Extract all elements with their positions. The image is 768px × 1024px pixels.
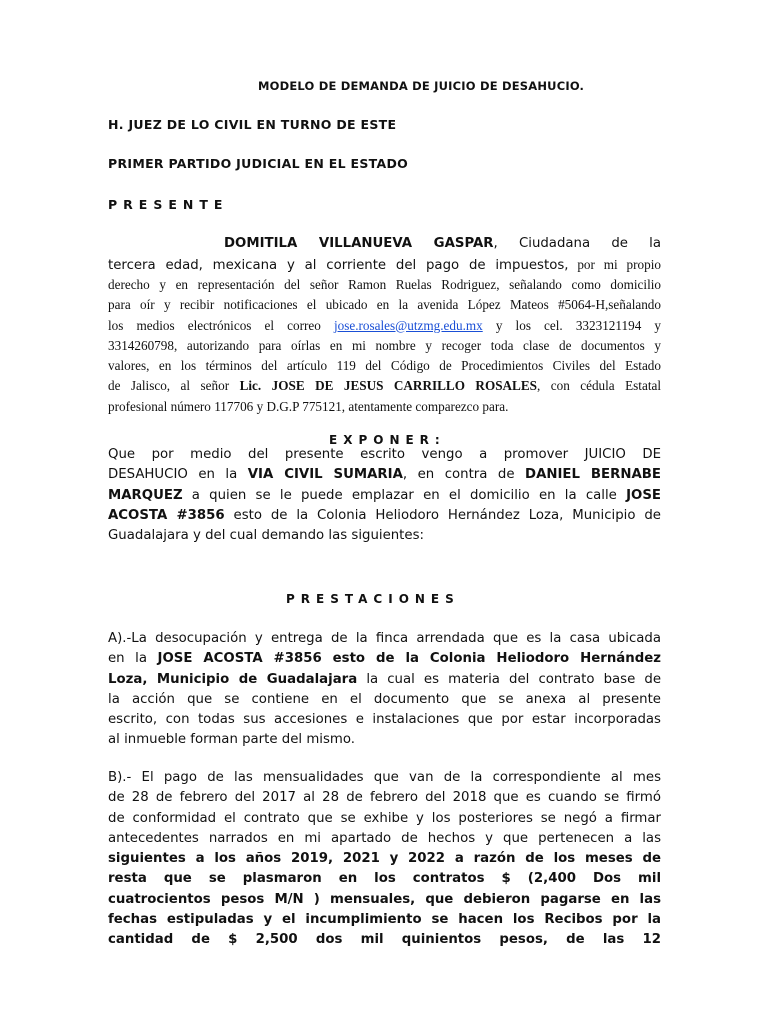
prestacion-line: de conformidad el contrato que se exhibe y los posteriores se negó a firmar [108, 810, 661, 826]
intro-line [108, 233, 661, 254]
prestacion-line: la acción que se contiene en el documento que se anexa al presente [108, 691, 661, 707]
intro-text: por mi propio [568, 257, 661, 272]
intro-line: profesional número 117706 y D.G.P 775121, atentamente comparezco para. [108, 398, 509, 414]
prestacion-text: en la [108, 651, 158, 667]
prestacion-a [108, 629, 661, 751]
intro-paragraph [108, 233, 661, 417]
intro-text: , con cédula Estatal [537, 378, 662, 394]
prestacion-line: siguientes a los años 2019, 2021 y 2022 a razón de los meses de [108, 851, 661, 867]
prestacion-line: resta que se plasmaron en los contratos $ (2,400 Dos mil [108, 871, 661, 887]
prestaciones-heading: PRESTACIONES [286, 592, 460, 606]
prestacion-line: escrito, con todas sus accesiones e instalaciones que por estar incorporadas [108, 712, 661, 728]
exponer-line [108, 506, 661, 526]
exponer-line [108, 465, 661, 485]
property-address: JOSE ACOSTA #3856 esto de la Colonia Heliodoro Hernández [157, 651, 661, 667]
prestacion-line [108, 670, 661, 690]
intro-line [108, 254, 661, 275]
defendant-name: DANIEL BERNABE [525, 467, 661, 483]
addressee-line-1: H. JUEZ DE LO CIVIL EN TURNO DE ESTE [108, 117, 397, 132]
prestacion-b [108, 768, 661, 951]
via-label: VIA CIVIL SUMARIA [247, 467, 403, 483]
intro-text: y los cel. 3323121194 y [482, 317, 661, 333]
prestacion-line: cantidad de $ 2,500 dos mil quinientos pesos, de las 12 [108, 932, 661, 948]
exponer-line: Que por medio del presente escrito vengo a promover JUICIO DE [108, 447, 661, 462]
exponer-text: esto de la Colonia Heliodoro Hernández Loza, Municipio de [224, 507, 661, 523]
intro-line: valores, en los términos del artículo 119 del Código de Procedimientos Civiles del Estado [108, 358, 661, 374]
prestacion-line: cuatrocientos pesos M/N ) mensuales, que debieron pagarse en las [108, 891, 661, 907]
addressee-line-2: PRIMER PARTIDO JUDICIAL EN EL ESTADO [108, 156, 409, 171]
intro-text: tercera edad, mexicana y al corriente del pago de impuestos, [108, 258, 569, 273]
document-title: MODELO DE DEMANDA DE JUICIO DE DESAHUCIO. [258, 79, 585, 93]
exponer-heading: EXPONER: [329, 433, 446, 447]
prestacion-text: la cual es materia del contrato base de [357, 671, 661, 687]
exponer-text: a quien se le puede emplazar en el domicilio en la calle [182, 487, 627, 503]
prestacion-line: B).- El pago de las mensualidades que van de la correspondiente al mes [108, 770, 661, 785]
intro-text: los medios electrónicos el correo [108, 317, 334, 333]
property-address: Loza, Municipio de Guadalajara [108, 671, 358, 687]
exponer-text: , en contra de [402, 467, 526, 483]
intro-line: derecho y en representación del señor Ramon Ruelas Rodriguez, señalando como domicilio [108, 277, 661, 292]
exponer-text: DESAHUCIO en la [108, 467, 248, 483]
exponer-line: Guadalajara y del cual demando las siguientes: [108, 528, 424, 544]
prestacion-line: al inmueble forman parte del mismo. [108, 732, 355, 748]
defendant-name: MARQUEZ [108, 487, 183, 503]
exponer-paragraph [108, 445, 661, 546]
intro-line: para oír y recibir notificaciones el ubicado en la avenida López Mateos #5064-H,señalando [108, 297, 661, 313]
exponer-line [108, 486, 661, 506]
prestacion-line: de 28 de febrero del 2017 al 28 de febrero del 2018 que es cuando se firmó [108, 790, 661, 806]
prestacion-line: antecedentes narrados en mi apartado de hechos y que pertenecen a las [108, 830, 661, 846]
intro-line [108, 376, 661, 396]
street-name: JOSE [626, 487, 661, 503]
street-name: ACOSTA #3856 [108, 507, 225, 523]
addressee-line-3: PRESENTE [108, 197, 229, 212]
lawyer-name: Lic. JOSE DE JESUS CARRILLO ROSALES [239, 378, 537, 394]
prestacion-line [108, 649, 661, 669]
intro-line: 3314260798, autorizando para oírlas en mi nombre y recoger toda clase de documentos y [108, 337, 661, 353]
email-link[interactable]: jose.rosales@utzmg.edu.mx [333, 317, 483, 333]
intro-text: de Jalisco, al señor [108, 378, 240, 394]
prestacion-line: A).-La desocupación y entrega de la finca arrendada que es la casa ubicada [108, 631, 661, 646]
plaintiff-name: DOMITILA VILLANUEVA GASPAR [224, 236, 494, 251]
prestacion-line: fechas estipuladas y el incumplimiento se hacen los Recibos por la [108, 912, 661, 928]
intro-text: , Ciudadana de la [493, 236, 662, 251]
intro-line [108, 316, 661, 336]
